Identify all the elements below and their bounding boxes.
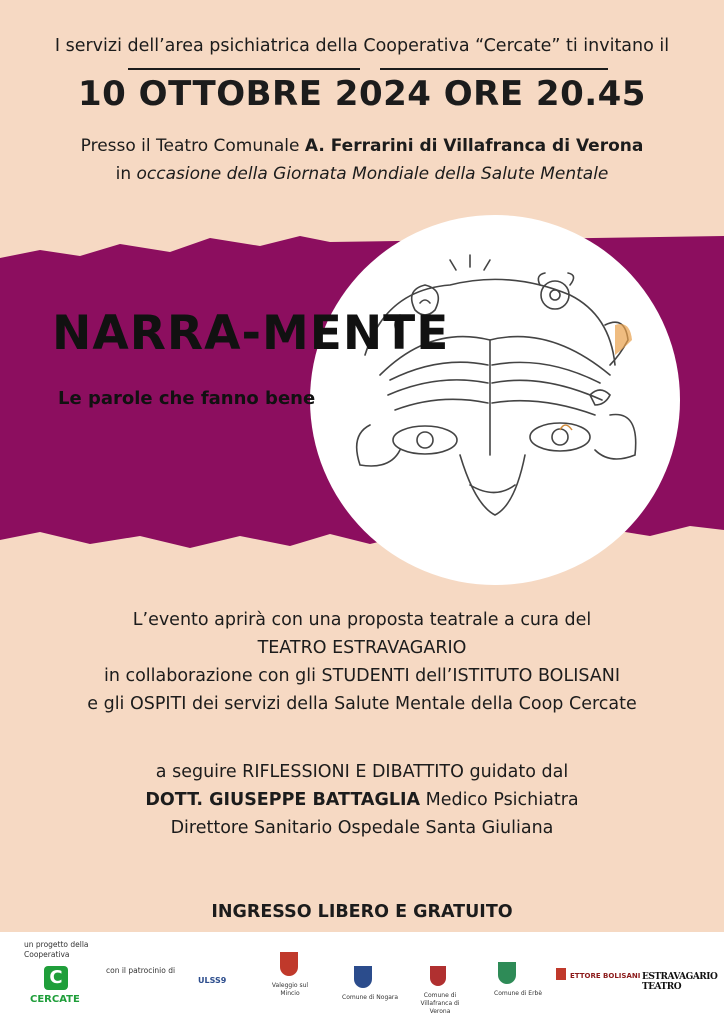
event-subtitle: Le parole che fanno bene (58, 388, 316, 409)
venue-line (0, 136, 724, 156)
bolisani-logo-icon (556, 968, 566, 980)
cercate-logo-icon: C (44, 966, 68, 990)
event-title: NARRA-MENTE (52, 306, 450, 361)
partner-bolisani: ETTORE BOLISANI (570, 972, 641, 980)
event-line-4: e gli OSPITI dei servizi della Salute Mentale della Coop Cercate (87, 694, 637, 714)
partner-nogara: Comune di Nogara (342, 994, 399, 1001)
invite-line: I servizi dell’area psichiatrica della Cooperativa “Cercate” ti invitano il (54, 36, 670, 56)
partner-ulss9: ULSS9 (198, 976, 227, 985)
venue-prefix: Presso il Teatro Comunale (80, 136, 305, 156)
speaker-line (0, 788, 724, 812)
date-underline-left (128, 68, 360, 70)
occasion-line (0, 164, 724, 184)
debate-line: a seguire RIFLESSIONI E DIBATTITO guidato dal (155, 762, 569, 782)
project-label: un progetto della Cooperativa (24, 940, 89, 959)
valeggio-crest-icon (280, 952, 298, 976)
event-line-2: TEATRO ESTRAVAGARIO (257, 638, 467, 658)
event-date: 10 OTTOBRE 2024 ORE 20.45 (78, 74, 646, 114)
erbe-crest-icon (498, 962, 516, 984)
date-underline-right (380, 68, 608, 70)
patronage-label: con il patrocinio di (106, 966, 176, 975)
partner-estravagario: ESTRAVAGARIO TEATRO (642, 972, 718, 992)
logo-bar (0, 932, 724, 1024)
speaker-role: Medico Psichiatra (420, 790, 579, 810)
partner-valeggio: Valeggio sul Mincio (271, 982, 309, 997)
hero-illustration (310, 215, 680, 585)
cercate-logo-text: CERCATE (30, 994, 80, 1005)
event-line-3: in collaborazione con gli STUDENTI dell’ISTITUTO BOLISANI (103, 666, 621, 686)
occasion-prefix: in (115, 164, 137, 184)
nogara-crest-icon (354, 966, 372, 988)
speaker-name: DOTT. GIUSEPPE BATTAGLIA (145, 790, 421, 810)
occasion-text: occasione della Giornata Mondiale della Salute Mentale (136, 164, 609, 184)
venue-name: A. Ferrarini di Villafranca di Verona (304, 136, 644, 156)
villafranca-crest-icon (430, 966, 446, 986)
speaker-title: Direttore Sanitario Ospedale Santa Giuliana (170, 818, 554, 838)
partner-erbe: Comune di Erbè (494, 990, 543, 997)
partner-villafranca: Comune di Villafranca di Verona (420, 992, 460, 1015)
event-line-1: L’evento aprirà con una proposta teatrale a cura del (132, 610, 592, 630)
entry-notice: INGRESSO LIBERO E GRATUITO (211, 902, 513, 922)
book-face-illustration-icon (310, 215, 680, 585)
